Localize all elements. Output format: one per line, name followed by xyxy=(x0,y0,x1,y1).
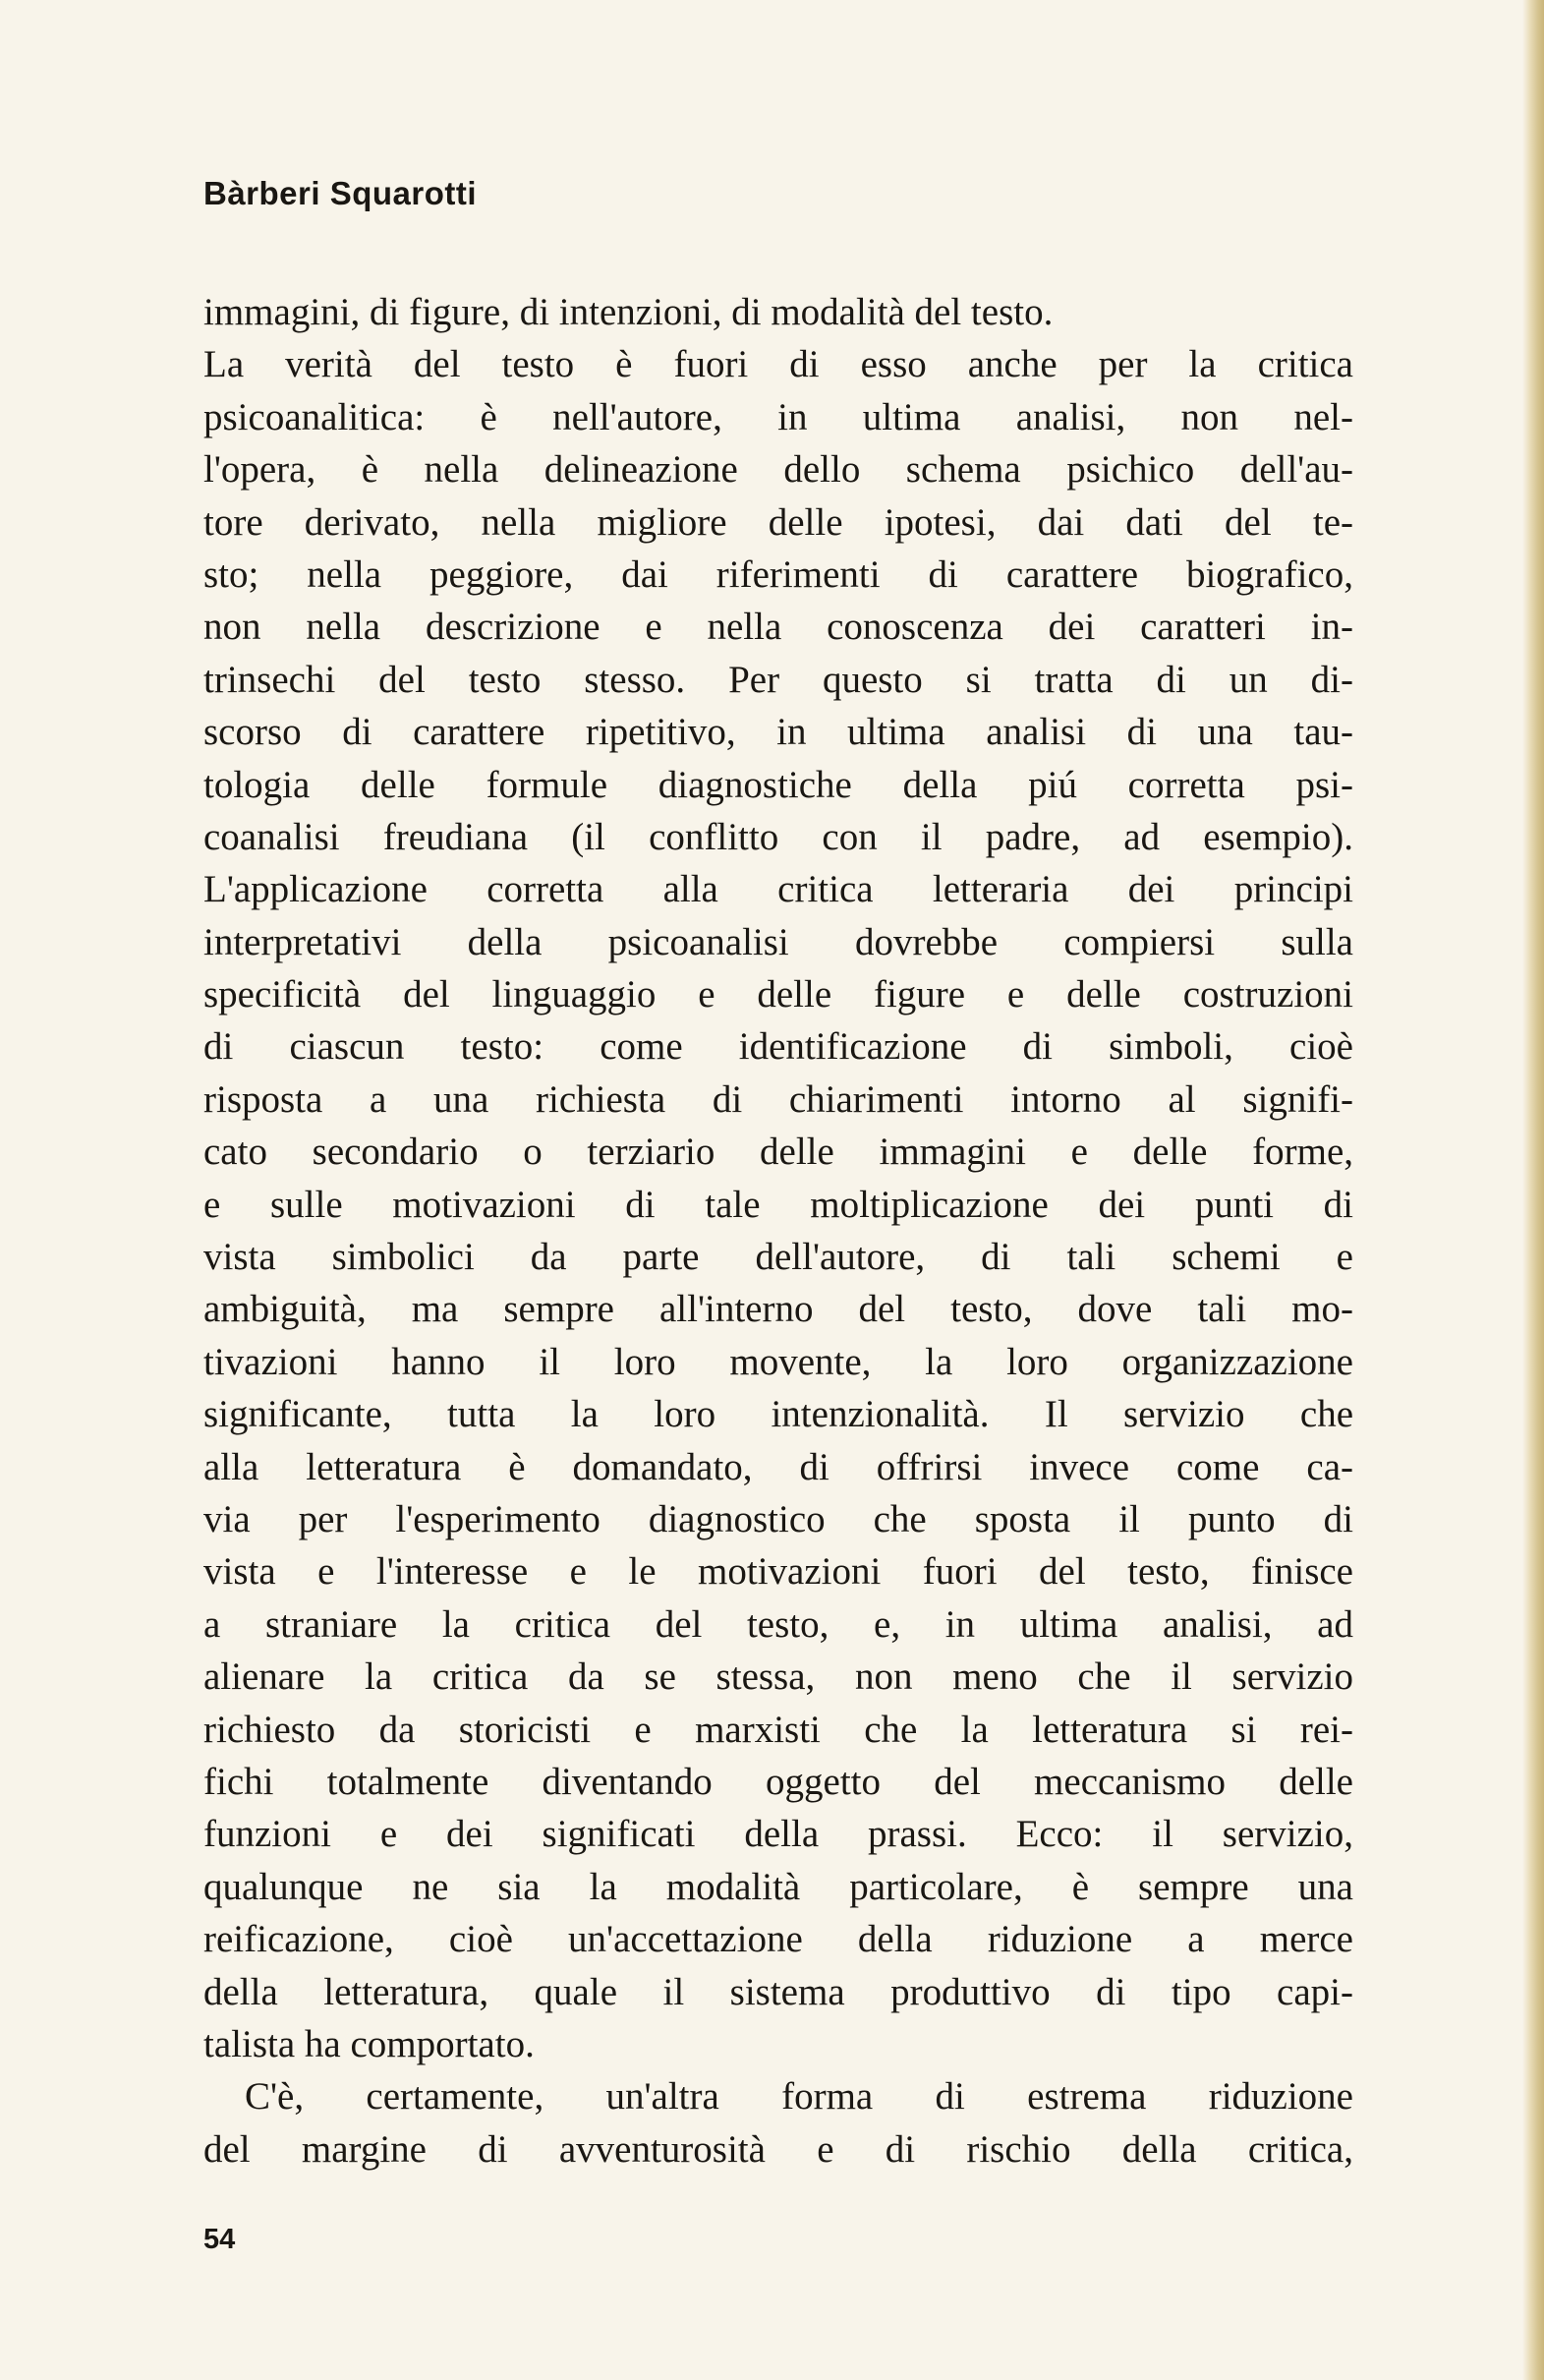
text-line: e sulle motivazioni di tale moltiplicazione dei punti di xyxy=(203,1183,1353,1226)
text-line: scorso di carattere ripetitivo, in ultima analisi di una tau- xyxy=(203,711,1353,754)
page-number: 54 xyxy=(203,2224,236,2255)
text-line: C'è, certamente, un'altra forma di estrema riduzione xyxy=(245,2075,1353,2119)
text-line: del margine di avventurosità e di rischio della critica, xyxy=(203,2127,1353,2171)
text-line: ambiguità, ma sempre all'interno del testo, dove tali mo- xyxy=(203,1288,1353,1331)
text-line: l'opera, è nella delineazione dello schema psichico dell'au- xyxy=(203,448,1353,492)
text-line: specificità del linguaggio e delle figure e delle costruzioni xyxy=(203,973,1353,1016)
running-head: Bàrberi Squarotti xyxy=(203,175,478,211)
text-line: non nella descrizione e nella conoscenza dei caratteri in- xyxy=(203,606,1353,649)
text-line: immagini, di figure, di intenzioni, di modalità del testo. xyxy=(203,291,1054,333)
text-line: significante, tutta la loro intenzionalità. Il servizio che xyxy=(203,1393,1353,1436)
text-line: interpretativi della psicoanalisi dovrebbe compiersi sulla xyxy=(203,920,1353,963)
text-line: tore derivato, nella migliore delle ipotesi, dai dati del te- xyxy=(203,500,1353,544)
text-line: funzioni e dei significati della prassi. Ecco: il servizio, xyxy=(203,1813,1353,1856)
text-line: alla letteratura è domandato, di offrirsi invece come ca- xyxy=(203,1445,1353,1488)
text-line: richiesto da storicisti e marxisti che la letteratura si rei- xyxy=(203,1708,1353,1751)
text-line: psicoanalitica: è nell'autore, in ultima analisi, non nel- xyxy=(203,395,1353,438)
text-line: della letteratura, quale il sistema produttivo di tipo capi- xyxy=(203,1970,1353,2013)
text-line: fichi totalmente diventando oggetto del meccanismo delle xyxy=(203,1760,1353,1803)
text-line: trinsechi del testo stesso. Per questo si tratta di un di- xyxy=(203,658,1353,701)
text-line: alienare la critica da se stessa, non meno che il servizio xyxy=(203,1655,1353,1699)
text-line: L'applicazione corretta alla critica letteraria dei principi xyxy=(203,868,1353,911)
text-line: La verità del testo è fuori di esso anche per la critica xyxy=(203,343,1353,386)
text-line: coanalisi freudiana (il conflitto con il padre, ad esempio). xyxy=(203,815,1353,858)
text-line: sto; nella peggiore, dai riferimenti di carattere biografico, xyxy=(203,552,1353,596)
text-line: qualunque ne sia la modalità particolare, è sempre una xyxy=(203,1865,1353,1908)
text-line: vista simbolici da parte dell'autore, di tali schemi e xyxy=(203,1236,1353,1279)
text-line: reificazione, cioè un'accettazione della riduzione a merce xyxy=(203,1918,1353,1961)
text-line: talista ha comportato. xyxy=(203,2022,535,2065)
text-line: cato secondario o terziario delle immagini e delle forme, xyxy=(203,1131,1353,1174)
text-line: a straniare la critica del testo, e, in ultima analisi, ad xyxy=(203,1602,1353,1646)
text-line: tivazioni hanno il loro movente, la loro organizzazione xyxy=(203,1340,1353,1383)
text-line: via per l'esperimento diagnostico che sposta il punto di xyxy=(203,1497,1353,1540)
text-line: vista e l'interesse e le motivazioni fuori del testo, finisce xyxy=(203,1550,1353,1594)
body-text xyxy=(203,286,1353,2176)
text-line: risposta a una richiesta di chiarimenti intorno al signifi- xyxy=(203,1077,1353,1121)
text-line: di ciascun testo: come identificazione di simboli, cioè xyxy=(203,1025,1353,1069)
text-line: tologia delle formule diagnostiche della piú corretta psi- xyxy=(203,763,1353,806)
page-edge xyxy=(1522,0,1544,2380)
